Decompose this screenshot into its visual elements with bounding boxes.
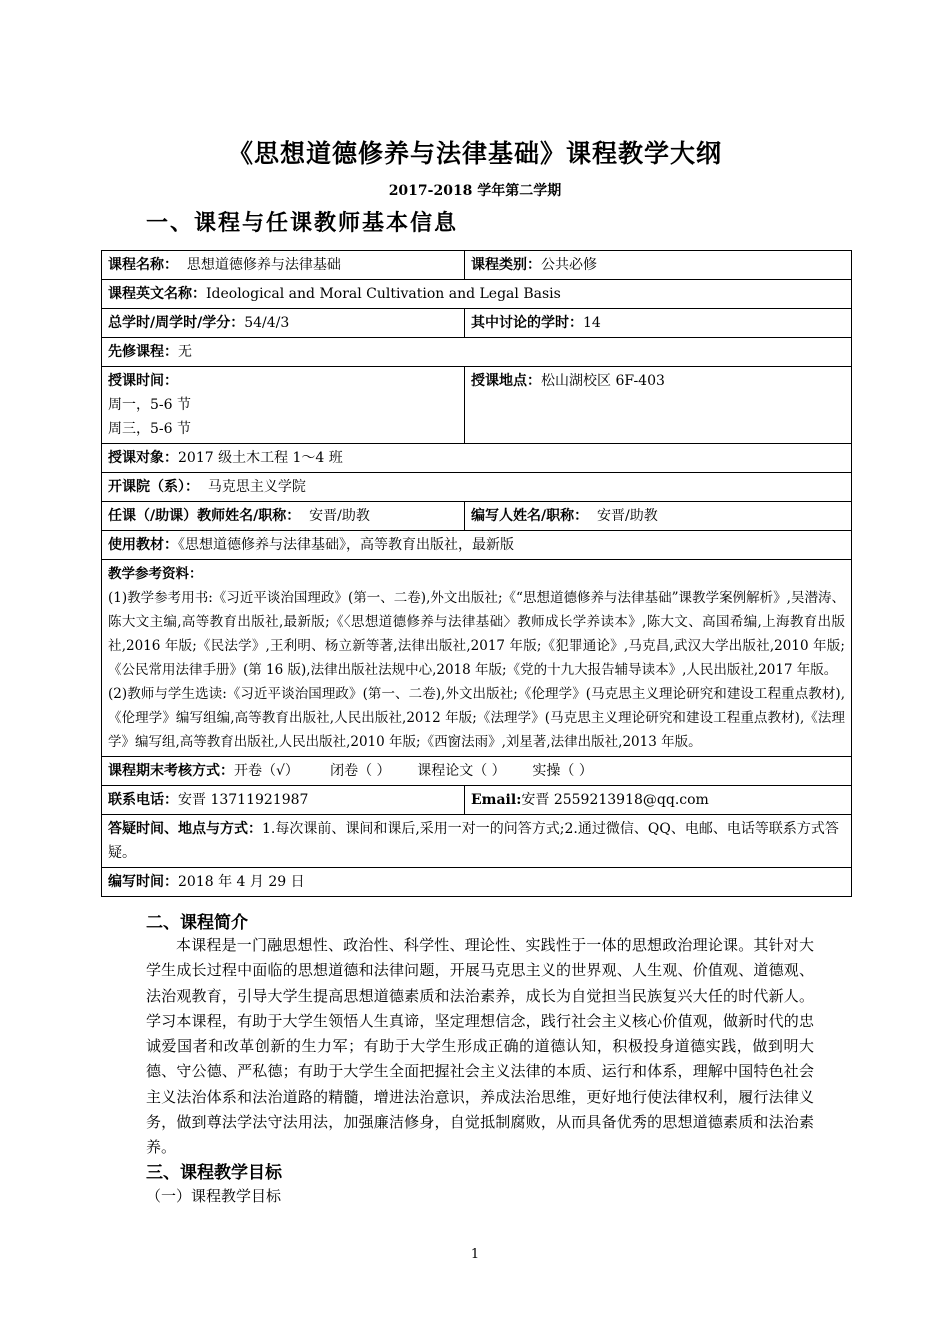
writer-value: 安晋/助教 (588, 508, 658, 524)
table-row (102, 473, 852, 502)
document-title: 《思想道德修养与法律基础》课程教学大纲 (227, 139, 722, 168)
table-row (102, 251, 852, 280)
table-row (102, 815, 852, 868)
time-line-2: 周三，5-6 节 (108, 421, 191, 437)
writer-label: 编写人姓名/职称： (471, 508, 589, 524)
prereq-value: 无 (178, 344, 192, 360)
prereq-cell (102, 338, 852, 367)
target-label: 授课对象： (108, 450, 178, 466)
writer-cell (465, 502, 852, 531)
english-name-label: 课程英文名称： (108, 286, 206, 302)
time-label: 授课时间： (108, 373, 178, 389)
refs-cell (102, 560, 852, 757)
course-type-cell (465, 251, 852, 280)
table-row (102, 786, 852, 815)
table-row (102, 560, 852, 757)
table-row (102, 367, 852, 444)
discussion-value: 14 (583, 315, 601, 331)
textbook-cell (102, 531, 852, 560)
textbook-value: 《思想道德修养与法律基础》，高等教育出版社，最新版 (178, 537, 514, 553)
table-row (102, 502, 852, 531)
hours-label: 总学时/周学时/学分： (108, 315, 245, 331)
qa-cell (102, 815, 852, 868)
course-intro-paragraph: 本课程是一门融思想性、政治性、科学性、理论性、实践性于一体的思想政治理论课。其针对大学生成长过程中面临的思想道德和法律问题，开展马克思主义的世界观、人生观、价值观、道德观、法治观教育，引导大学生提高思想道德素质和法治素养，成长为自觉担当民族复兴大任的时代新人。学习本课程，有助于大学生领悟人生真谛，坚定理想信念，践行社会主义核心价值观，做新时代的忠诚爱国者和改革创新的生力军；有助于大学生形成正确的道德认知，积极投身道德实践，做到明大德、守公德、严私德；有助于大学生全面把握社会主义法律的本质、运行和体系，理解中国特色社会主义法治体系和法治道路的精髓，增进法治意识，养成法治思维，更好地行使法律权利，履行法律义务，做到尊法学法守法用法，加强廉洁修身，自觉抵制腐败，从而具备优秀的思想道德素质和法治素养。 (146, 936, 814, 1157)
prereq-label: 先修课程： (108, 344, 178, 360)
place-value: 松山湖校区 6F-403 (541, 373, 665, 389)
hours-cell (102, 309, 465, 338)
table-row (102, 338, 852, 367)
english-name-cell (102, 280, 852, 309)
course-name-cell (102, 251, 465, 280)
college-cell (102, 473, 852, 502)
course-info-table (101, 250, 852, 897)
college-label: 开课院（系）： (108, 479, 199, 495)
course-type-label: 课程类别： (471, 257, 541, 273)
section-3-heading: 三、课程教学目标 (146, 1163, 282, 1183)
phone-cell (102, 786, 465, 815)
place-label: 授课地点： (471, 373, 541, 389)
email-value: 安晋 2559213918@qq.com (521, 792, 709, 808)
refs-label: 教学参考资料： (108, 566, 203, 582)
teacher-cell (102, 502, 465, 531)
email-cell (465, 786, 852, 815)
course-name-value: 思想道德修养与法律基础 (178, 257, 341, 273)
table-row (102, 757, 852, 786)
phone-value: 安晋 13711921987 (178, 792, 309, 808)
table-row (102, 868, 852, 897)
course-name-label: 课程名称： (108, 257, 178, 273)
teacher-label: 任课（/助课）教师姓名/职称： (108, 508, 301, 524)
qa-label: 答疑时间、地点与方式： (108, 821, 262, 837)
place-cell (465, 367, 852, 444)
date-value: 2018 年 4 月 29 日 (178, 874, 305, 890)
target-cell (102, 444, 852, 473)
date-cell (102, 868, 852, 897)
section-2-heading: 二、课程简介 (146, 913, 248, 933)
target-value: 2017 级土木工程 1～4 班 (178, 450, 343, 466)
teacher-value: 安晋/助教 (300, 508, 370, 524)
email-label: Email: (471, 792, 522, 808)
refs-text-1: (1)教学参考用书:《习近平谈治国理政》(第一、二卷),外文出版社;《“思想道德修养与法律基础”课教学案例解析》,吴潜涛、陈大文主编,高等教育出版社,最新版;《〈思想道德修养与法律基础〉教师成长学养读本》,陈大文、高国希编,上海教育出版社,2016 年版;《民法学》,王利明、杨立新等著,法律出版社,2017 年版;《犯罪通论》,马克昌,武汉大学出版社,2010 年版;《公民常用法律手册》(第 16 版),法律出版社法规中心,2018 年版;《党的十九大报告辅导读本》,人民出版社,2017 年版。 (108, 590, 845, 678)
section-3-subheading: （一）课程教学目标 (146, 1187, 282, 1205)
exam-cell (102, 757, 852, 786)
table-row (102, 531, 852, 560)
hours-value: 54/4/3 (244, 315, 290, 331)
table-row (102, 444, 852, 473)
english-name-value: Ideological and Moral Cultivation and Legal Basis (206, 286, 561, 302)
discussion-label: 其中讨论的学时： (471, 315, 583, 331)
semester-subtitle: 2017-2018 学年第二学期 (388, 183, 562, 199)
time-line-1: 周一，5-6 节 (108, 397, 191, 413)
qa-value: 1.每次课前、课间和课后,采用一对一的问答方式;2.通过微信、QQ、电邮、电话等联系方式答疑。 (108, 821, 839, 861)
table-row (102, 309, 852, 338)
exam-label: 课程期末考核方式： (108, 763, 234, 779)
course-type-value: 公共必修 (541, 257, 597, 273)
college-value: 马克思主义学院 (199, 479, 306, 495)
exam-value: 开卷（√） 闭卷（ ） 课程论文（ ） 实操（ ） (234, 763, 593, 779)
discussion-cell (465, 309, 852, 338)
section-1-heading: 一、课程与任课教师基本信息 (146, 210, 459, 236)
refs-text-2: (2)教师与学生选读:《习近平谈治国理政》(第一、二卷),外文出版社;《伦理学》(马克思主义理论研究和建设工程重点教材),《伦理学》编写组编,高等教育出版社,人民出版社,2012 年版;《法理学》(马克思主义理论研究和建设工程重点教材),《法理学》编写组,高等教育出版社,人民出版社,2010 年版;《西窗法雨》,刘星著,法律出版社,2013 年版。 (108, 686, 845, 750)
page-number: 1 (470, 1247, 480, 1262)
time-cell (102, 367, 465, 444)
phone-label: 联系电话： (108, 792, 178, 808)
textbook-label: 使用教材： (108, 537, 178, 553)
date-label: 编写时间： (108, 874, 178, 890)
table-row (102, 280, 852, 309)
